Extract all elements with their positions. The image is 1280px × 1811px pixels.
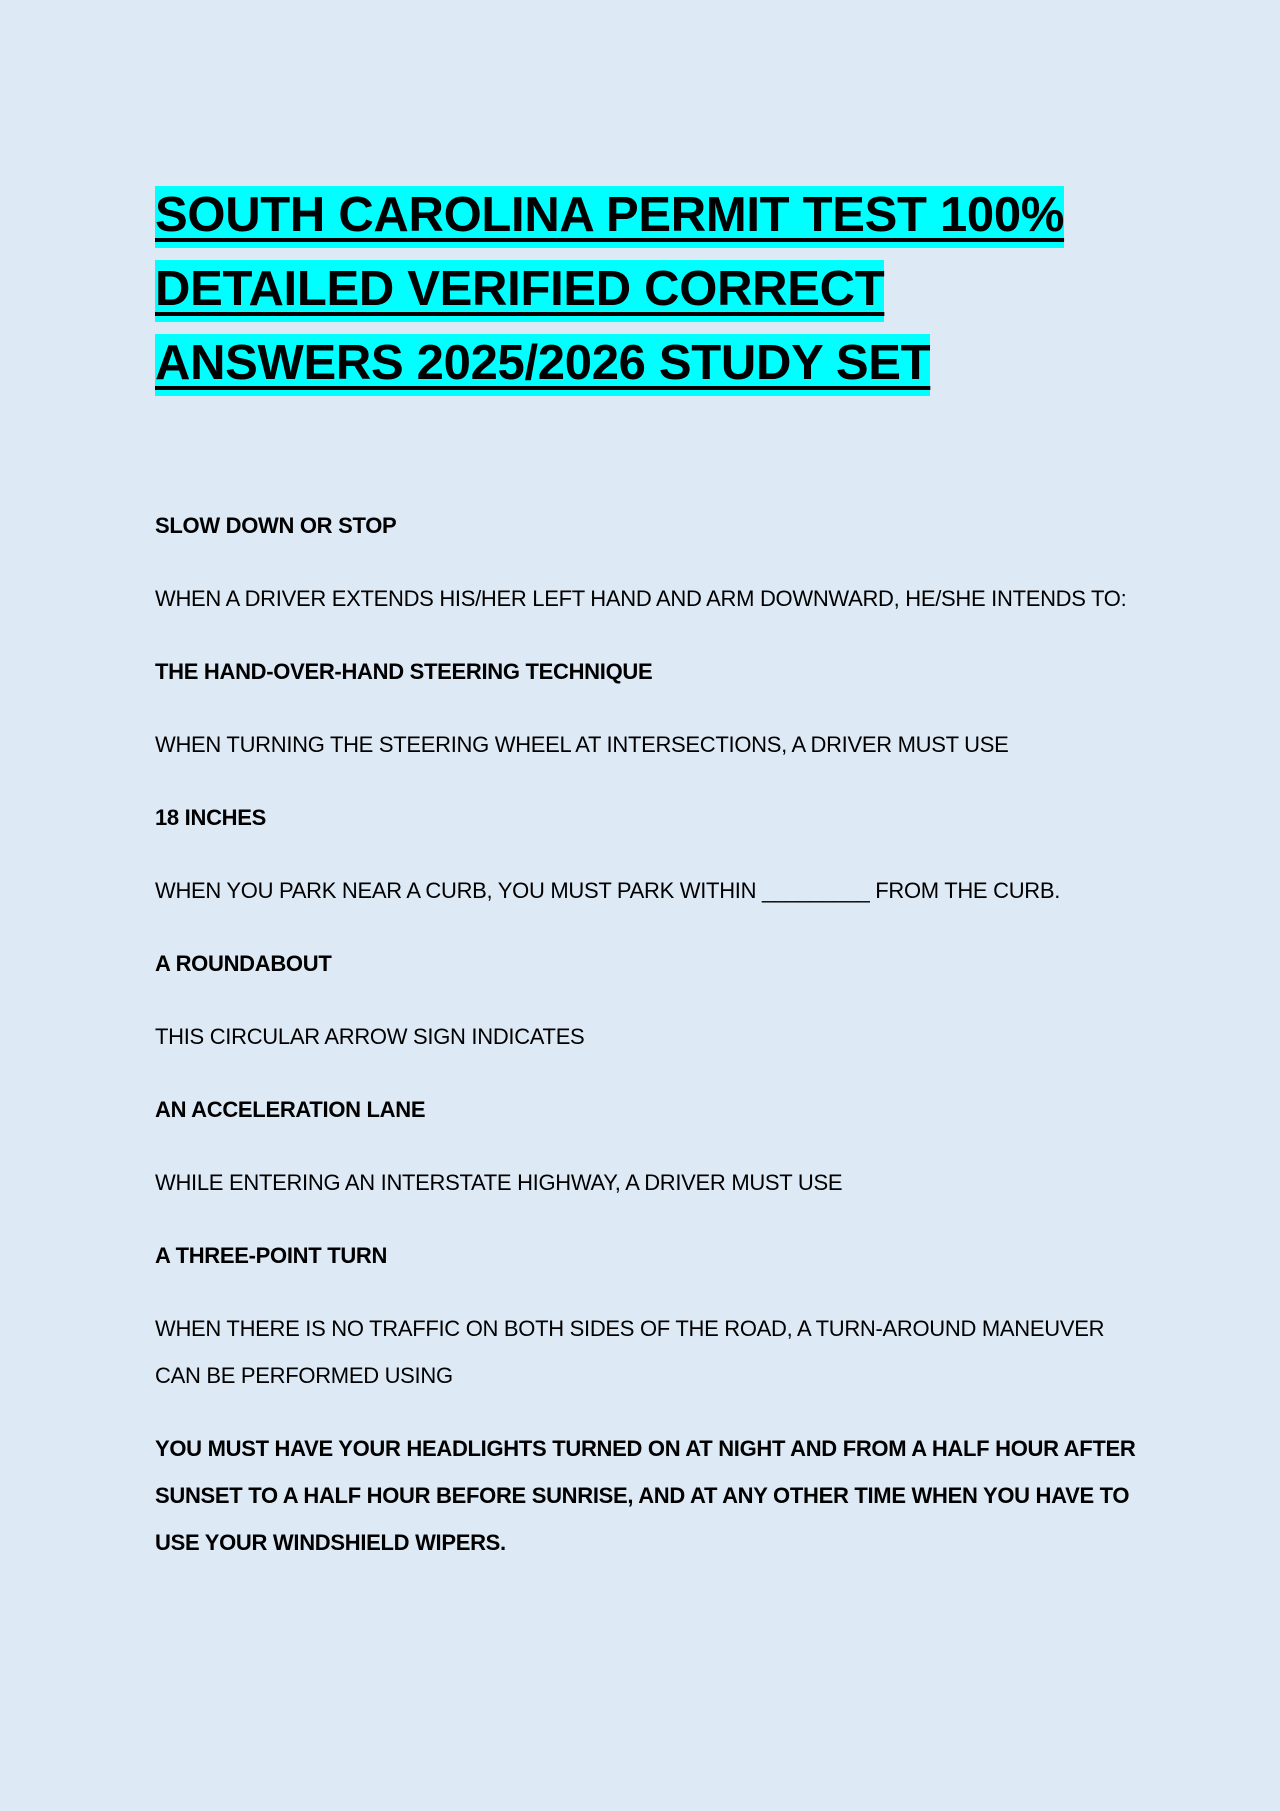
flashcard-answer: AN ACCELERATION LANE (155, 1097, 426, 1122)
flashcard (155, 940, 1150, 1060)
document-title-line: SOUTH CAROLINA PERMIT TEST 100% (155, 186, 1064, 248)
document-title (155, 178, 1150, 400)
flashcard-answer: A THREE-POINT TURN (155, 1243, 388, 1268)
flashcard-question: WHEN TURNING THE STEERING WHEEL AT INTERSECTIONS, A DRIVER MUST USE (155, 732, 1009, 757)
flashcard-question: THIS CIRCULAR ARROW SIGN INDICATES (155, 1024, 585, 1049)
flashcard-answer: 18 INCHES (155, 805, 267, 830)
flashcard (155, 794, 1150, 914)
flashcard-answer: SLOW DOWN OR STOP (155, 513, 397, 538)
flashcard-answer: YOU MUST HAVE YOUR HEADLIGHTS TURNED ON AT NIGHT AND FROM A HALF HOUR AFTER SUNSET TO A HALF HOUR BEFORE SUNRISE, AND AT ANY OTHER TIME WHEN YOU HAVE TO USE YOUR WINDSHIELD WIPERS. (155, 1436, 1136, 1555)
document-title-line: ANSWERS 2025/2026 STUDY SET (155, 334, 930, 396)
flashcard (155, 648, 1150, 768)
flashcard (155, 1086, 1150, 1206)
flashcard-question: WHEN THERE IS NO TRAFFIC ON BOTH SIDES OF THE ROAD, A TURN-AROUND MANEUVER CAN BE PERFORMED USING (155, 1316, 1105, 1388)
flashcard-question: WHEN A DRIVER EXTENDS HIS/HER LEFT HAND AND ARM DOWNWARD, HE/SHE INTENDS TO: (155, 586, 1127, 611)
flashcard-answer: A ROUNDABOUT (155, 951, 332, 976)
flashcard-question: WHILE ENTERING AN INTERSTATE HIGHWAY, A DRIVER MUST USE (155, 1170, 843, 1195)
flashcard (155, 502, 1150, 622)
document-title-line: DETAILED VERIFIED CORRECT (155, 260, 884, 322)
flashcard-answer: THE HAND-OVER-HAND STEERING TECHNIQUE (155, 659, 653, 684)
flashcard (155, 1425, 1150, 1566)
flashcard-question: WHEN YOU PARK NEAR A CURB, YOU MUST PARK WITHIN _________ FROM THE CURB. (155, 878, 1061, 903)
flashcard (155, 1232, 1150, 1399)
flashcard-list (155, 502, 1150, 1566)
